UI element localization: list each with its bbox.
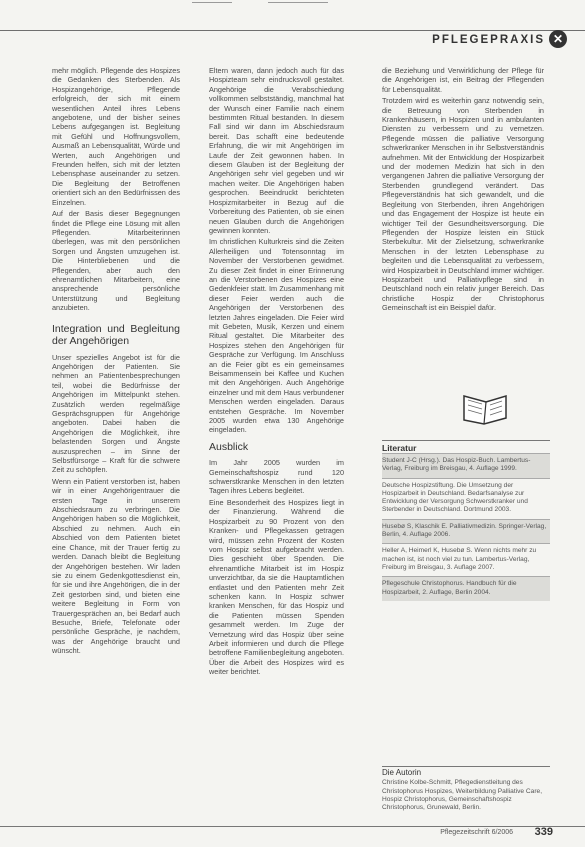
page-number: 339: [534, 826, 553, 838]
body-paragraph: Wenn ein Patient verstorben ist, haben wir in einer Angehörigentrauer die ersten Tage in unserem Abschiedsraum zu verbringen. Die Angehörigen haben so die Möglichkeit, Abschied zu nehmen. Auch ein Abschied von dem Patienten bietet eine Chance, mit der Trauer fertig zu werden. Danach bleibt die Begleitung der Angehörigen bestehen. Wir laden sie zu einem Gedenkgottesdienst ein, für sie und ihre Angehörigen, die in der Zeit gestorben sind, und bieten eine weitere Begleitung in Form von Trauergesprächen an, bei Bedarf auch Besuche, Briefe, Telefonate oder persönliche Gespräche, je nachdem, was der Angehörige braucht und wünscht.: [52, 476, 180, 656]
body-paragraph: mehr möglich. Pflegende des Hospizes die Gedanken des Sterbenden. Als Hospizangehörige, Pflegende erfolgreich, der sich mit einem wesentlichen Anteil ihres Lebens angebotene, und der bisher seines Lebens aufgegangen ist. Begleitung mit Gefühl und Hoffnungsvollem, Ausmaß an Lebensqualität, Würde und Werten, auch Angehörigen und Freunden helfen, sich mit der letzten Lebensphase auseinander zu setzen. Die Begleitung der Betroffenen orientiert sich an den Bedürfnissen des Einzelnen.: [52, 66, 180, 207]
author-box: [382, 766, 550, 812]
section-heading: Ausblick: [209, 440, 249, 453]
column-3: [382, 66, 544, 313]
header-dash: [268, 2, 328, 3]
book-icon: [460, 390, 510, 428]
body-paragraph: die Beziehung und Verwirklichung der Pflege für die Angehörigen ist, ein Beitrag der Pflegenden für Lebensqualität.: [382, 66, 544, 94]
body-paragraph: Eine Besonderheit des Hospizes liegt in der Finanzierung. Während die Hospizarbeit zu 90 Prozent von den Kranken- und Pflegekassen getragen wird, müssen zehn Prozent der Kosten vom Hospiz selbst aufgebracht werden. Dies geschieht über Spenden. Die ehrenamtliche Mitarbeit ist im Hospiz unverzichtbar, da sie die Hauptamtlichen entlastet und den Patienten mehr Zeit schenken kann. In Hospiz schwer kranken Menschen, für das Hospiz und die Patienten müssen Spenden gesammelt werden. Im Zuge der Vernetzung wird das Hospiz über seine Arbeit informieren und durch die Pflege betroffene Familienbegleitung angeboten. Über die Arbeit des Hospizes wird es weiter berichtet.: [209, 497, 344, 677]
literature-title: Literatur: [382, 440, 550, 453]
body-paragraph: Eltern waren, dann jedoch auch für das Hospizteam sehr eindrucksvoll gestaltet. Angehörige die Verabschiedung vollkommen selbstständig, manchmal hat der Wunsch einer Familie nach einem bestimmten Ritual bestanden. In diesem Fall sind wir dann im Abschiedsraum bereit. Das schafft eine bedeutende Erfahrung, die wir mit Angehörigen im Laufe der Zeit gewonnen haben. In diesem Glauben ist der Begleitung der Angehörigen sehr viel gegeben und wir machen weiter. Die Angehörigen haben gesprochen. Beeindruckt berichteten Hospizmitarbeiter in Bezug auf die Vorbereitung des Patienten, ob sie einen neuen Glauben durch die Angehörigen gewinnen konnten.: [209, 66, 344, 235]
literature-box: [382, 440, 550, 601]
literature-entry: Pflegeschule Christophorus. Handbuch für die Hospizarbeit, 2. Auflage, Berlin 2004.: [382, 576, 550, 601]
section-heading: Integration und Begleitung der Angehörigen: [52, 322, 180, 347]
author-text: Christine Kolbe-Schmitt, Pflegedienstleitung des Christophorus Hospizes, Weiterbildung Palliative Care, Hospiz Christophorus, Gemeinschaftshospiz Christophorus, Grunewald, Berlin.: [382, 779, 543, 812]
literature-entry: Heller A, Heimerl K, Husebø S. Wenn nichts mehr zu machen ist, ist noch viel zu tun. Lambertus-Verlag, Freiburg im Breisgau, 3. Auflage 2007.: [382, 543, 550, 576]
journal-name: Pflegezeitschrift 6/2006: [440, 829, 513, 836]
literature-entry: Husebø S, Klaschik E. Palliativmedizin. Springer-Verlag, Berlin, 4. Auflage 2006.: [382, 519, 550, 544]
literature-entry: Student J-C (Hrsg.). Das Hospiz-Buch. Lambertus-Verlag, Freiburg im Breisgau, 4. Auflage 1999.: [382, 453, 550, 478]
author-title: Die Autorin: [382, 766, 550, 777]
body-paragraph: Unser spezielles Angebot ist für die Angehörigen der Patienten. Sie nehmen an Patientenbesprechungen teil, wobei die Bedürfnisse der Angehörigen im Mittelpunkt stehen. Zusätzlich werden regelmäßige Gesprächsgruppen für Angehörige angeboten. Dabei haben die Angehörigen die Möglichkeit, ihre belastenden Sorgen und Ängste auszusprechen – im Sinne der Selbstfürsorge – Kraft für die schwere Zeit zu schöpfen.: [52, 352, 180, 475]
x-circle-icon: ✕: [549, 30, 567, 48]
header-dash: [192, 2, 232, 3]
header-rule: [0, 6, 585, 31]
body-paragraph: Im christlichen Kulturkreis sind die Zeiten Allerheiligen und Totensonntag im November der Verstorbenen gewidmet. Zu dieser Zeit findet in einer Erinnerung an die Verstorbenen des Hospizes eine Gedenkfeier statt. Im Zusammenhang mit dieser Feier werden auch die Angehörigen der Verstorbenen des letzten Jahres eingeladen. Die Feier wird mit Gebeten, Musik, Kerzen und einem Ritual gestaltet. Die Mitarbeiter des Hospizes stehen den Angehörigen für Gespräche zur Verfügung. Im Anschluss an die Feier gibt es ein gemeinsames Beisammensein bei Kaffee und Kuchen mit den Angehörigen. Auch Angehörige einzelner und mit dem Haus verbundener Menschen werden eingeladen. Daraus entstehen Gespräche. Im November 2005 wurden etwa 130 Angehörige eingeladen.: [209, 237, 344, 435]
body-paragraph: Auf der Basis dieser Begegnungen findet die Pflege eine Lösung mit allen Pflegenden. Mitarbeiterinnen überlegen, was mit den persönlichen Sorgen und Ängsten umzugehen ist. Die Hinterbliebenen und die Pflegenden, aber auch den ehrenamtlichen Mitarbeitern, eine ansprechende persönliche Unterstützung und Begleitung anzubieten.: [52, 209, 180, 313]
column-2: [209, 66, 344, 677]
body-paragraph: Trotzdem wird es weiterhin ganz notwendig sein, die Betreuung von Sterbenden in Krankenhäusern, in Hospizen und in ambulanten Diensten zu verbessern und zu vernetzen. Pflegende müssen die palliative Versorgung schwerkranker Menschen in ihr Selbstverständnis aufnehmen. Mit der Entwicklung der Hospizarbeit und der modernen Medizin hat sich in den vergangenen Jahren die palliative Versorgung der Sterbenden grundlegend verändert. Das Pflegeverständnis hat sich gewandelt, und die Begleitung von Sterbenden, ihren Angehörigen und das Engagement der Hospize ist heute ein wichtiger Teil der Gesundheitsversorgung. Die Pflegenden der Hospize leisten ein Stück Sterbekultur. Mit der Zielsetzung, schwerkranke Menschen in der letzten Lebensphase zu begleiten und die Lebensqualität zu verbessern, wird Hospizarbeit in Deutschland immer wichtiger. Hospizarbeit und Palliativpflege sind in Deutschland noch ein relativ junger Bereich. Das christliche Hospiz der Christophorus Gemeinschaft ist ein Beispiel dafür.: [382, 96, 544, 313]
footer-rule: [0, 826, 585, 827]
section-title: PFLEGEPRAXIS: [432, 34, 545, 46]
column-1: [52, 66, 180, 656]
body-paragraph: Im Jahr 2005 wurden im Gemeinschaftshospiz rund 120 schwerstkranke Menschen in den letzten Tagen ihres Lebens begleitet.: [209, 458, 344, 496]
literature-entry: Deutsche Hospizstiftung. Die Umsetzung der Hospizarbeit in Deutschland. Bedarfsanalyse zur Entwicklung der Versorgung Schwerstkranker und Sterbender in Deutschland. Dortmund 2003.: [382, 478, 550, 519]
